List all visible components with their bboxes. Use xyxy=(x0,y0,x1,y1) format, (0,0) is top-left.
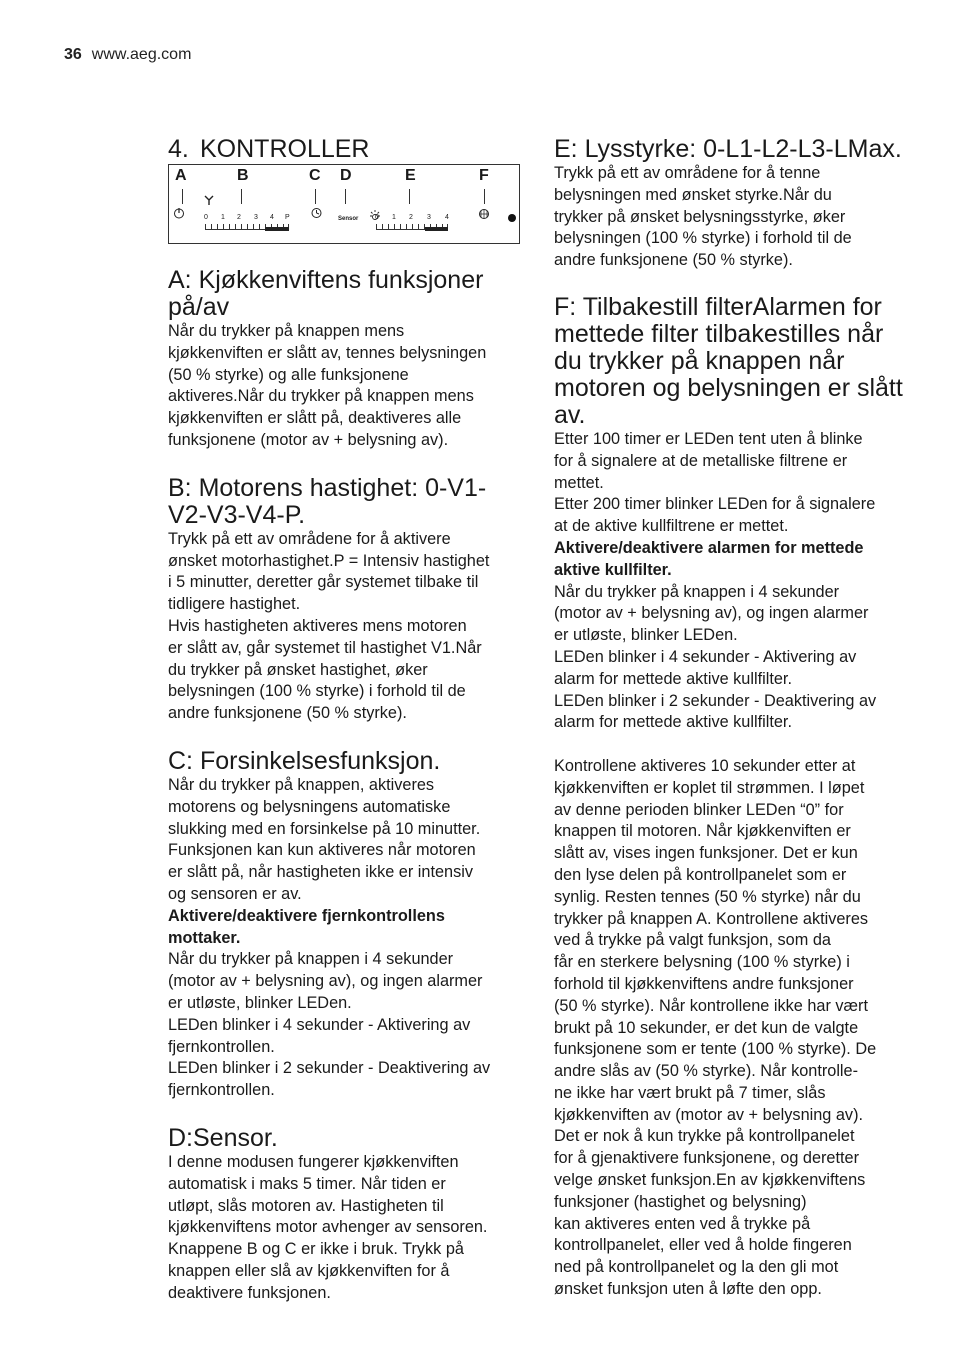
text-line: tidligere hastighet. xyxy=(168,595,301,614)
speed-scale-label: 2 xyxy=(237,214,241,221)
led-dot-icon xyxy=(508,214,516,222)
text-line: motorens og belysningens automatiske xyxy=(168,797,451,816)
label-tick xyxy=(241,189,242,204)
text-line: utløpt, slås motoren av. Hastigheten til xyxy=(168,1196,444,1215)
fan-icon[interactable] xyxy=(203,194,215,206)
heading-e: E: Lysstyrke: 0-L1-L2-L3-LMax. xyxy=(554,135,902,163)
heading-c: C: Forsinkelsesfunksjon. xyxy=(168,746,441,775)
text-line: Det er nok å kun trykke på kontrollpanelet xyxy=(554,1127,855,1146)
heading-d: D:Sensor. xyxy=(168,1123,278,1152)
light-scale-label: 2 xyxy=(409,214,413,221)
text-line: (motor av + belysning av), og ingen alarmer xyxy=(168,972,483,991)
text-line: slukking med en forsinkelse på 10 minutter. xyxy=(168,819,481,838)
speed-scale-label: 4 xyxy=(270,214,274,221)
text-line: kjøkkenviftens motor avhenger av sensoren. xyxy=(168,1218,488,1237)
text-line: kjøkkenviften er slått av, tennes belysningen xyxy=(168,343,487,362)
text-line: kjøkkenviften av (motor av + belysning av). xyxy=(554,1105,864,1124)
label-tick xyxy=(484,189,485,204)
text-line: får en sterkere belysning (100 % styrke) i xyxy=(554,953,850,972)
right-column xyxy=(554,136,914,1301)
text-line: i 5 minutter, deretter går systemet tilbake til xyxy=(168,573,479,592)
panel-label-c: C xyxy=(309,167,321,184)
text-line: er utløste, blinker LEDen. xyxy=(168,993,352,1012)
text-line: Hvis hastigheten aktiveres mens motoren xyxy=(168,616,467,635)
text-line: funksjonene som er tente (100 % styrke). De xyxy=(554,1040,877,1059)
heading-f: F: Tilbakestill filterAlarmen for mettede filter tilbakestilles når du trykker på knappen når motoren og belysningen er slått av. xyxy=(554,292,903,429)
label-tick xyxy=(345,189,346,204)
spacer xyxy=(554,734,914,756)
light-scale-label: 0 xyxy=(375,214,379,221)
e-body xyxy=(554,163,914,272)
label-tick xyxy=(182,189,183,204)
panel-label-b: B xyxy=(237,167,249,184)
text-line: kjøkkenviften er koplet til strømmen. I løpet xyxy=(554,778,865,797)
text-line: er slått på, når hastigheten ikke er intensiv xyxy=(168,863,473,882)
text-line: LEDen blinker i 4 sekunder - Aktivering av xyxy=(168,1015,471,1034)
text-line: Når du trykker på knappen mens xyxy=(168,322,405,340)
text-line: Etter 200 timer blinker LEDen for å signalere xyxy=(554,495,876,514)
text-line: fjernkontrollen. xyxy=(168,1037,275,1056)
page-header xyxy=(64,46,191,64)
text-line: er slått av, går systemet til hastighet V1.Når xyxy=(168,638,482,657)
text-line: Når du trykker på knappen i 4 sekunder xyxy=(168,950,454,969)
text-line: trykker på knappen A. Kontrollene aktiveres xyxy=(554,909,869,928)
text-line: belysningen (100 % styrke) i forhold til de xyxy=(554,229,852,248)
text-line: alarm for mettede aktive kullfilter. xyxy=(554,669,792,688)
text-line: for å gjenaktivere funksjonene, og deretter xyxy=(554,1149,860,1168)
section-title xyxy=(168,136,524,163)
text-line: knappen til motoren. Når kjøkkenviften er xyxy=(554,822,851,841)
text-line: Etter 100 timer er LEDen tent uten å blinke xyxy=(554,429,863,448)
filter-grid-icon[interactable] xyxy=(478,208,490,220)
text-line: alarm for mettede aktive kullfilter. xyxy=(554,713,792,732)
text-line: knappen eller slå av kjøkkenviften for å xyxy=(168,1261,450,1280)
text-line: (50 % styrke). Når kontrollene ikke har vært xyxy=(554,996,868,1015)
bold-line: Aktivere/deaktivere fjernkontrollens xyxy=(168,906,445,925)
text-line: fjernkontrollen. xyxy=(168,1081,275,1100)
speed-scale-label: 0 xyxy=(204,214,208,221)
text-line: Kontrollene aktiveres 10 sekunder etter at xyxy=(554,756,856,775)
light-scale-label: 4 xyxy=(445,214,449,221)
text-line: synlig. Resten tennes (50 % styrke) når du xyxy=(554,887,861,906)
text-line: brukt på 10 sekunder, er det kun de valgte xyxy=(554,1018,859,1037)
text-line: (motor av + belysning av), og ingen alarmer xyxy=(554,604,869,623)
speed-scale-label: 1 xyxy=(221,214,225,221)
page-number: 36 xyxy=(64,46,82,63)
text-line: ved å trykke på valgt funksjon, som da xyxy=(554,931,831,950)
text-line: ned på kontrollpanelet og la den gli mot xyxy=(554,1258,839,1277)
text-line: mettet. xyxy=(554,473,604,492)
text-line: aktiveres.Når du trykker på knappen mens xyxy=(168,387,474,406)
text-line: I denne modusen fungerer kjøkkenviften xyxy=(168,1152,459,1171)
panel-label-f: F xyxy=(479,167,489,184)
control-panel-diagram xyxy=(168,164,520,244)
text-line: av denne perioden blinker LEDen “0” for xyxy=(554,800,844,819)
text-line: trykker på ønsket belysningsstyrke, øker xyxy=(554,207,846,226)
a-body xyxy=(168,321,524,452)
text-line: ønsket funksjon uten å løfte den opp. xyxy=(554,1280,822,1299)
text-line: slått av, vises ingen funksjoner. Det er kun xyxy=(554,844,858,863)
light-scale-label: 3 xyxy=(427,214,431,221)
light-scale-label: 1 xyxy=(392,214,396,221)
heading-a: A: Kjøkkenviftens funksjoner på/av xyxy=(168,266,484,321)
text-line: velge ønsket funksjon.En av kjøkkenviftens xyxy=(554,1171,866,1190)
text-line: belysningen med ønsket styrke.Når du xyxy=(554,185,832,204)
bold-line: aktive kullfilter. xyxy=(554,560,672,579)
speed-scale-label: 3 xyxy=(254,214,258,221)
text-line: kan aktiveres enten ved å trykke på xyxy=(554,1214,811,1233)
c-body xyxy=(168,775,524,1102)
panel-label-e: E xyxy=(405,167,416,184)
timer-icon[interactable] xyxy=(310,206,323,219)
text-line: andre slås av (50 % styrke). Når kontrolle- xyxy=(554,1062,859,1081)
text-line: den lyse delen på kontrollpanelet som er xyxy=(554,865,847,884)
site-url: www.aeg.com xyxy=(91,46,192,63)
f-body xyxy=(554,429,914,734)
text-line: Funksjonen kan kun aktiveres når motoren xyxy=(168,841,476,860)
text-line: at de aktive kullfiltrene er mettet. xyxy=(554,517,789,536)
text-line: belysningen (100 % styrke) i forhold til de xyxy=(168,682,466,701)
sensor-label: Sensor xyxy=(338,216,359,222)
info-body xyxy=(554,756,914,1301)
text-line: andre funksjonene (50 % styrke). xyxy=(168,704,407,723)
section-number: 4. xyxy=(168,135,189,163)
text-line: LEDen blinker i 4 sekunder - Aktivering av xyxy=(554,647,857,666)
panel-label-d: D xyxy=(340,167,352,184)
label-tick xyxy=(409,189,410,204)
text-line: Når du trykker på knappen, aktiveres xyxy=(168,775,435,794)
speed-bar-fill xyxy=(265,227,289,231)
text-line: (50 % styrke) og alle funksjonene xyxy=(168,365,409,384)
heading-b: B: Motorens hastighet: 0-V1-V2-V3-V4-P. xyxy=(168,473,487,529)
text-line: deaktivere funksjonen. xyxy=(168,1283,331,1302)
text-line: du trykker på ønsket hastighet, øker xyxy=(168,660,428,679)
light-bar-fill xyxy=(425,227,448,231)
text-line: kjøkkenviften er slått på, deaktiveres alle xyxy=(168,409,462,428)
text-line: for å signalere at de metalliske filtrene er xyxy=(554,451,848,470)
power-icon[interactable] xyxy=(173,207,185,219)
d-body xyxy=(168,1152,524,1305)
text-line: Trykk på ett av områdene for å tenne xyxy=(554,164,821,182)
bold-line: mottaker. xyxy=(168,928,241,947)
text-line: andre funksjonene (50 % styrke). xyxy=(554,251,793,270)
text-line: ne ikke har vært brukt på 7 timer, slås xyxy=(554,1083,826,1102)
text-line: Trykk på ett av områdene for å aktivere xyxy=(168,529,451,548)
text-line: funksjonene (motor av + belysning av). xyxy=(168,430,449,449)
text-line: Når du trykker på knappen i 4 sekunder xyxy=(554,582,840,601)
text-line: funksjoner (hastighet og belysning) xyxy=(554,1192,807,1211)
speed-scale-label: P xyxy=(285,214,290,221)
text-line: LEDen blinker i 2 sekunder - Deaktivering av xyxy=(168,1059,491,1078)
text-line: LEDen blinker i 2 sekunder - Deaktivering av xyxy=(554,691,877,710)
left-column xyxy=(168,136,524,1304)
text-line: og sensoren er av. xyxy=(168,884,302,903)
section-title-text: KONTROLLER xyxy=(200,135,370,163)
label-tick xyxy=(315,189,316,204)
text-line: Knappene B og C er ikke i bruk. Trykk på xyxy=(168,1240,464,1259)
bold-line: Aktivere/deaktivere alarmen for mettede xyxy=(554,538,864,557)
text-line: ønsket motorhastighet.P = Intensiv hastighet xyxy=(168,551,490,570)
panel-label-a: A xyxy=(175,167,187,184)
text-line: er utløste, blinker LEDen. xyxy=(554,626,738,645)
text-line: forhold til kjøkkenviftens andre funksjoner xyxy=(554,974,854,993)
text-line: kontrollpanelet, eller ved å holde fingeren xyxy=(554,1236,852,1255)
b-body xyxy=(168,529,524,725)
text-line: automatisk i maks 5 timer. Når tiden er xyxy=(168,1174,446,1193)
